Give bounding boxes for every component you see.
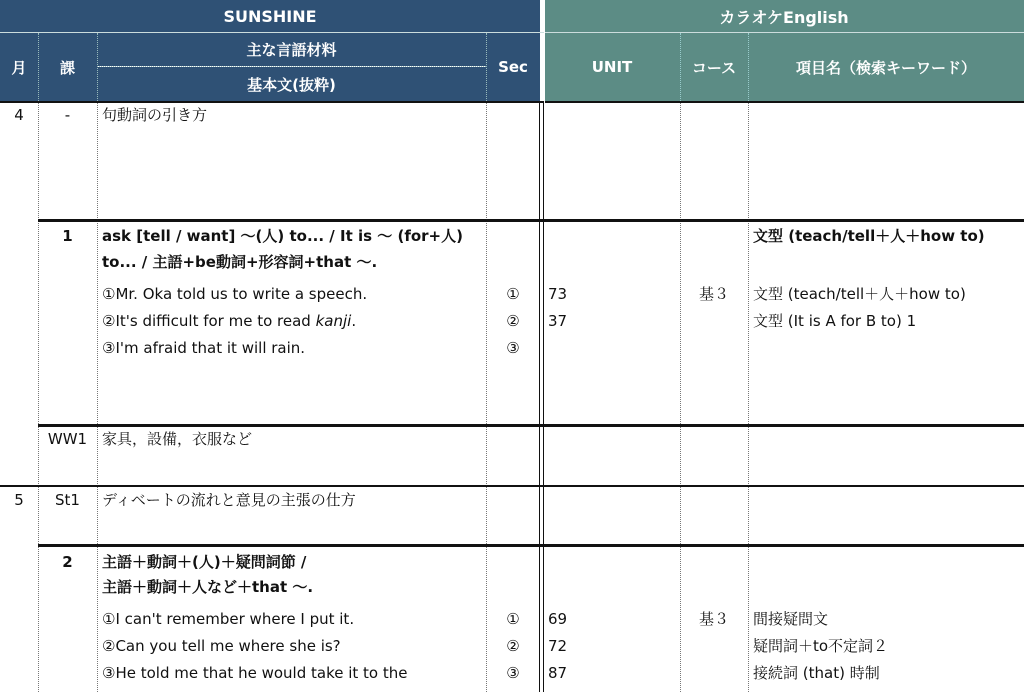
grammar-title-line1: 主語＋動詞＋(人)＋疑問詞節 / (102, 553, 307, 571)
col-line (680, 103, 681, 692)
lesson-cell: - (64, 106, 71, 124)
grammar-title-line2: to... / 主語+be動詞+形容詞+that 〜. (102, 253, 378, 271)
karaoke-header: カラオケEnglish (544, 0, 1024, 32)
grammar-title-line1: ask [tell / want] 〜(人) to... / It is 〜 (for+人) (102, 227, 463, 245)
col-month-header: 月 (0, 33, 38, 101)
lesson-cell: WW1 (47, 430, 88, 448)
header-separator (38, 33, 39, 101)
sec-cell: ① (506, 285, 520, 303)
unit-cell: 37 (548, 312, 568, 330)
row-separator (38, 219, 1024, 222)
col-line (486, 103, 487, 692)
unit-cell: 72 (548, 637, 568, 655)
row-separator (38, 544, 1024, 547)
sunshine-header: SUNSHINE (0, 0, 540, 32)
course-cell: 基３ (698, 285, 729, 303)
item-title: 文型 (teach/tell＋人＋how to) (753, 227, 985, 245)
item-cell: 文型 (teach/tell＋人＋how to) (753, 285, 966, 303)
unit-cell: 69 (548, 610, 568, 628)
lesson-cell: 2 (62, 553, 73, 571)
col-line (38, 103, 39, 692)
col-unit-header: UNIT (544, 33, 680, 101)
unit-cell: 87 (548, 664, 568, 682)
sentence-italic-word: kanji (315, 312, 352, 330)
col-line (748, 103, 749, 692)
material-cell: 句動詞の引き方 (102, 106, 208, 124)
sentence-text: . (351, 312, 357, 330)
col-line (97, 103, 98, 692)
sentence-text: ②It's difficult for me to read (102, 312, 316, 330)
header-separator (748, 33, 749, 101)
basic-sentence-2: ②Can you tell me where she is? (102, 637, 341, 655)
panel-divider (544, 0, 545, 103)
col-material-header: 主な言語材料 (97, 33, 486, 66)
basic-sentence-3: ③I'm afraid that it will rain. (102, 339, 306, 357)
header-separator (680, 33, 681, 101)
lesson-cell: 1 (62, 227, 73, 245)
header-bottom-border (0, 101, 1024, 103)
item-cell: 接続詞 (that) 時制 (753, 664, 880, 682)
item-cell: 疑問詞＋to不定詞２ (753, 637, 889, 655)
item-cell: 文型 (It is A for B to) 1 (753, 312, 917, 330)
header-separator (0, 32, 1024, 33)
sec-cell: ③ (506, 664, 520, 682)
col-lesson-header: 課 (38, 33, 97, 101)
sec-cell: ② (506, 312, 520, 330)
lesson-cell: St1 (55, 491, 80, 509)
basic-sentence-2 (102, 314, 356, 329)
panel-divider (543, 103, 544, 692)
col-item-header: 項目名（検索キーワード） (748, 33, 1024, 101)
col-basic-header: 基本文(抜粋) (97, 67, 486, 101)
basic-sentence-1: ①Mr. Oka told us to write a speech. (102, 285, 368, 303)
course-cell: 基３ (698, 610, 729, 628)
sec-cell: ① (506, 610, 520, 628)
header-separator (97, 33, 98, 101)
basic-sentence-3: ③He told me that he would take it to the (102, 664, 408, 682)
grammar-title-line2: 主語＋動詞＋人など＋that 〜. (102, 578, 314, 596)
month-cell: 5 (14, 491, 24, 509)
sec-cell: ② (506, 637, 520, 655)
panel-divider (539, 103, 540, 692)
row-separator (38, 424, 1024, 427)
basic-sentence-1: ①I can't remember where I put it. (102, 610, 355, 628)
material-cell: ディベートの流れと意見の主張の仕方 (102, 491, 356, 509)
header-separator (97, 66, 486, 67)
header-separator (486, 33, 487, 101)
col-course-header: コース (680, 33, 748, 101)
row-separator (0, 485, 1024, 487)
item-cell: 間接疑問文 (753, 610, 829, 628)
col-sec-header: Sec (486, 33, 540, 101)
month-cell: 4 (14, 106, 24, 124)
material-cell: 家具，設備，衣服など (102, 430, 253, 448)
unit-cell: 73 (548, 285, 568, 303)
sec-cell: ③ (506, 339, 520, 357)
